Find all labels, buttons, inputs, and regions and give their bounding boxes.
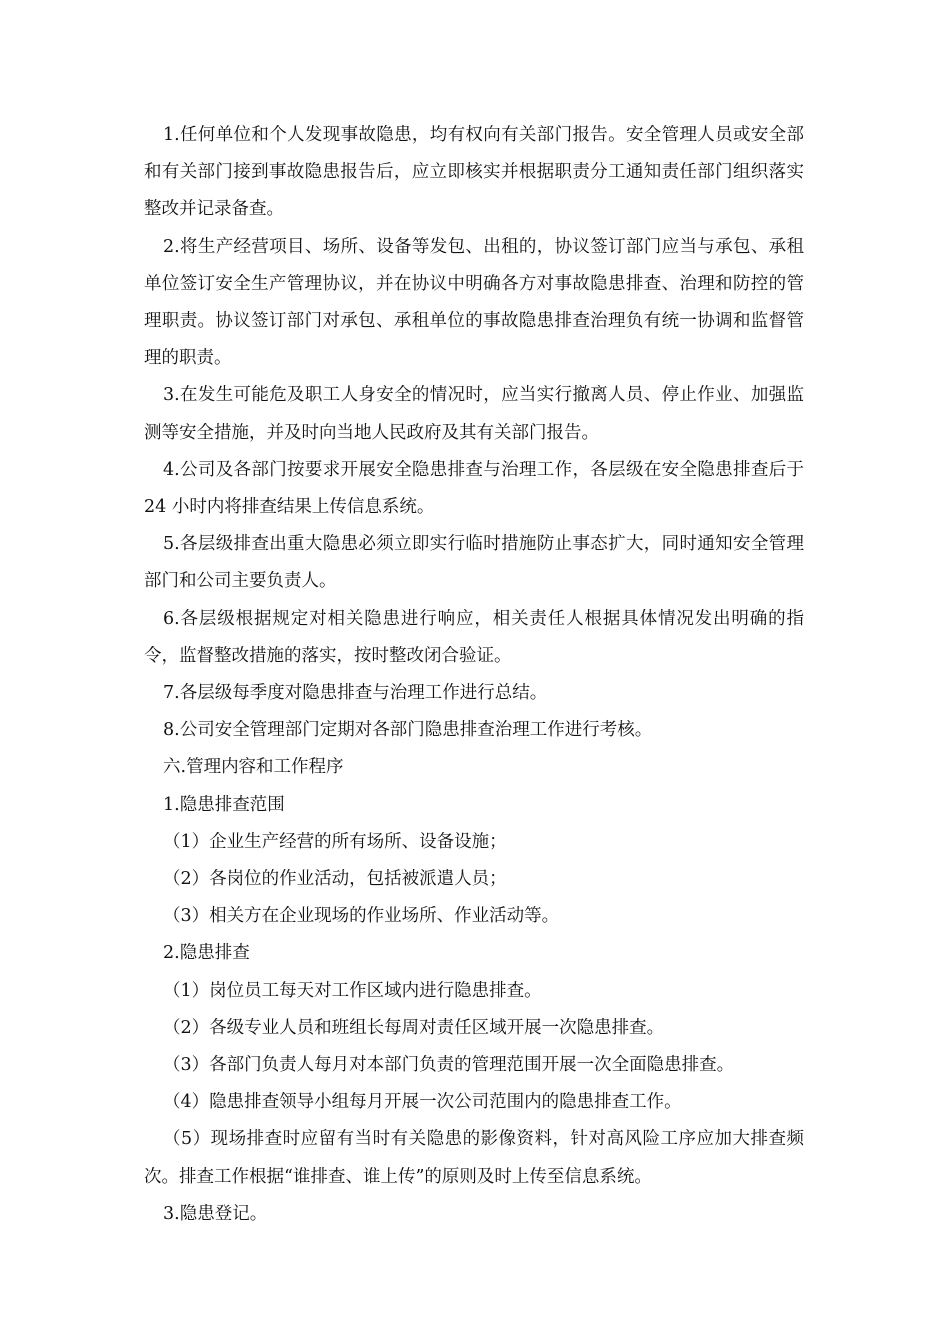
paragraph: 4.公司及各部门按要求开展安全隐患排查与治理工作，各层级在安全隐患排查后于 24 小时内将排查结果上传信息系统。 xyxy=(144,459,804,518)
subsection-heading: 2.隐患排查 xyxy=(163,943,250,964)
paragraph: 3.在发生可能危及职工人身安全的情况时，应当实行撤离人员、停止作业、加强监测等安全措施，并及时向当地人民政府及其有关部门报告。 xyxy=(144,385,804,443)
subsection-heading: 1.隐患排查范围 xyxy=(163,794,285,815)
list-item: （3）相关方在企业现场的作业场所、作业活动等。 xyxy=(163,906,560,927)
section-heading: 六.管理内容和工作程序 xyxy=(163,757,344,778)
list-item: （1）企业生产经营的所有场所、设备设施； xyxy=(163,831,507,852)
list-item: （3）各部门负责人每月对本部门负责的管理范围开展一次全面隐患排查。 xyxy=(163,1055,735,1076)
list-item: （4）隐患排查领导小组每月开展一次公司范围内的隐患排查工作。 xyxy=(163,1092,682,1113)
list-item: （2）各岗位的作业活动，包括被派遣人员； xyxy=(163,869,507,890)
paragraph: 8.公司安全管理部门定期对各部门隐患排查治理工作进行考核。 xyxy=(163,720,653,741)
list-item: （5）现场排查时应留有当时有关隐患的影像资料，针对高风险工序应加大排查频次。排查工作根据“谁排查、谁上传”的原则及时上传至信息系统。 xyxy=(144,1129,804,1187)
paragraph: 1.任何单位和个人发现事故隐患，均有权向有关部门报告。安全管理人员或安全部和有关部门接到事故隐患报告后，应立即核实并根据职责分工通知责任部门组织落实整改并记录备查。 xyxy=(144,125,804,220)
paragraph: 7.各层级每季度对隐患排查与治理工作进行总结。 xyxy=(163,683,548,704)
paragraph: 2.将生产经营项目、场所、设备等发包、出租的，协议签订部门应当与承包、承租单位签订安全生产管理协议，并在协议中明确各方对事故隐患排查、治理和防控的管理职责。协议签订部门对承包、承租单位的事故隐患排查治理负有统一协调和监督管理的职责。 xyxy=(144,236,804,369)
list-item: （1）岗位员工每天对工作区域内进行隐患排查。 xyxy=(163,980,542,1001)
subsection-heading: 3.隐患登记。 xyxy=(163,1203,268,1224)
document-page xyxy=(144,117,804,1233)
list-item: （2）各级专业人员和班组长每周对责任区域开展一次隐患排查。 xyxy=(163,1017,665,1038)
paragraph: 5.各层级排查出重大隐患必须立即实行临时措施防止事态扩大，同时通知安全管理部门和公司主要负责人。 xyxy=(144,534,804,592)
paragraph: 6.各层级根据规定对相关隐患进行响应，相关责任人根据具体情况发出明确的指令，监督整改措施的落实，按时整改闭合验证。 xyxy=(144,608,804,666)
